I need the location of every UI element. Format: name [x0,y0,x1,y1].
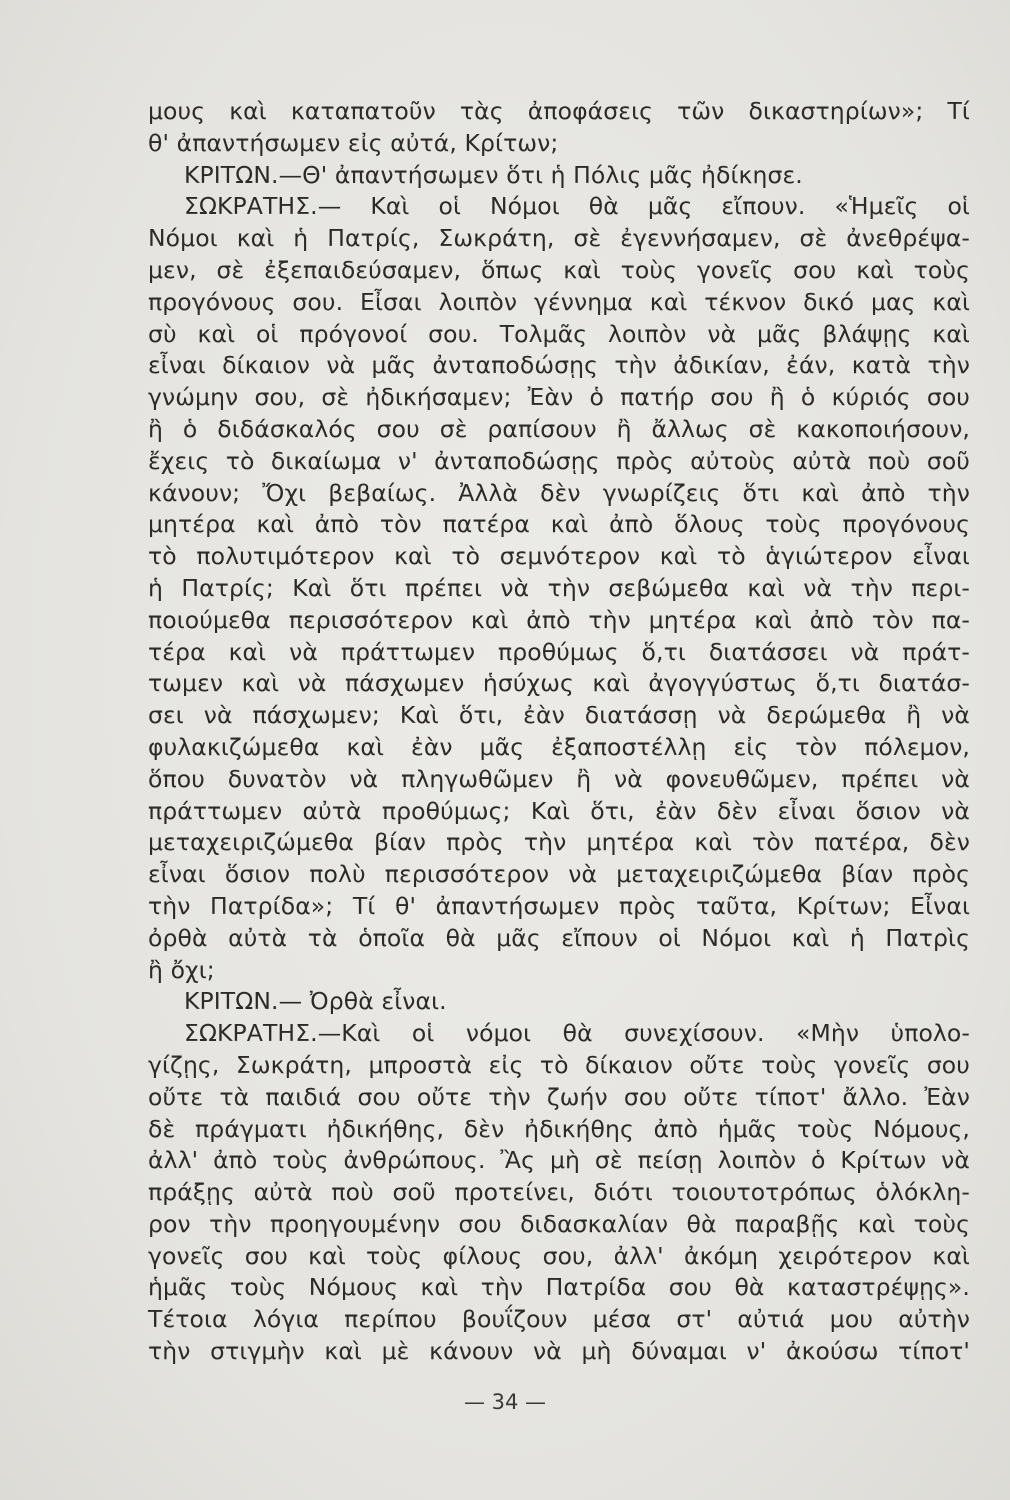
text-line: προγόνους σου. Εἶσαι λοιπὸν γέννημα καὶ τέκνον δικό μας καὶ [148,287,970,316]
text-line: δὲ πράγματι ἠδικήθης, δὲν ἠδικήθης ἀπὸ ἡμᾶς τοὺς Νόμους, [148,1114,970,1143]
text-line: τὸ πολυτιμότερον καὶ τὸ σεμνότερον καὶ τὸ ἁγιώτερον εἶναι [148,542,970,571]
text-line: οὔτε τὰ παιδιά σου οὔτε τὴν ζωήν σου οὔτε τίποτ' ἄλλο. Ἐὰν [148,1082,970,1111]
text-line: ἢ ὄχι; [148,955,215,984]
text-line: μεν, σὲ ἐξεπαιδεύσαμεν, ὅπως καὶ τοὺς γονεῖς σου καὶ τοὺς [148,255,970,284]
text-line: εἶναι ὅσιον πολὺ περισσότερον νὰ μεταχειριζώμεθα βίαν πρὸς [148,860,970,889]
text-line: πράξῃς αὐτὰ ποὺ σοῦ προτείνει, διότι τοιουτοτρόπως ὁλόκλη- [148,1178,970,1207]
text-line: ΚΡΙΤΩΝ.— Ὀρθὰ εἶναι. [184,987,447,1016]
text-line: τὴν στιγμὴν καὶ μὲ κάνουν νὰ μὴ δύναμαι ν' ἀκούσω τίποτ' [148,1337,970,1366]
text-line: Τέτοια λόγια περίπου βουΐζουν μέσα στ' αὐτιά μου αὐτὴν [148,1305,970,1334]
text-line: ΣΩΚΡΑΤΗΣ.—Καὶ οἱ νόμοι θὰ συνεχίσουν. «Μὴν ὑπολο- [184,1019,970,1048]
text-line: ἔχεις τὸ δικαίωμα ν' ἀνταποδώσῃς πρὸς αὐτοὺς αὐτὰ ποὺ σοῦ [148,446,970,475]
text-line: ὅπου δυνατὸν νὰ πληγωθῶμεν ἢ νὰ φονευθῶμεν, πρέπει νὰ [148,764,970,793]
text-line: ἡ Πατρίς; Καὶ ὅτι πρέπει νὰ τὴν σεβώμεθα καὶ νὰ τὴν περι- [148,573,970,602]
text-line: ΚΡΙΤΩΝ.—Θ' ἀπαντήσωμεν ὅτι ἡ Πόλις μᾶς ἠδίκησε. [184,160,803,189]
text-line: γονεῖς σου καὶ τοὺς φίλους σου, ἀλλ' ἀκόμη χειρότερον καὶ [148,1241,970,1270]
text-line: γνώμην σου, σὲ ἠδικήσαμεν; Ἐὰν ὁ πατήρ σου ἢ ὁ κύριός σου [148,383,970,412]
body-text [148,96,970,1368]
text-line: ΣΩΚΡΑΤΗΣ.— Καὶ οἱ Νόμοι θὰ μᾶς εἴπουν. «Ἡμεῖς οἱ [184,192,970,221]
text-line: τέρα καὶ νὰ πράττωμεν προθύμως ὅ,τι διατάσσει νὰ πράτ- [148,637,970,666]
text-line: μους καὶ καταπατοῦν τὰς ἀποφάσεις τῶν δικαστηρίων»; Τί [148,97,970,125]
text-line: σει νὰ πάσχωμεν; Καὶ ὅτι, ἐὰν διατάσσῃ νὰ δερώμεθα ἢ νὰ [148,701,970,730]
text-line: ἡμᾶς τοὺς Νόμους καὶ τὴν Πατρίδα σου θὰ καταστρέψῃς». [148,1273,970,1302]
text-line: σὺ καὶ οἱ πρόγονοί σου. Τολμᾶς λοιπὸν νὰ μᾶς βλάψῃς καὶ [148,319,970,348]
text-line: ἀλλ' ἀπὸ τοὺς ἀνθρώπους. Ἂς μὴ σὲ πείσῃ λοιπὸν ὁ Κρίτων νὰ [148,1146,970,1175]
text-line: Νόμοι καὶ ἡ Πατρίς, Σωκράτη, σὲ ἐγεννήσαμεν, σὲ ἀνεθρέψα- [148,224,970,253]
text-line: μεταχειριζώμεθα βίαν πρὸς τὴν μητέρα καὶ τὸν πατέρα, δὲν [148,828,970,857]
text-line: τὴν Πατρίδα»; Τί θ' ἀπαντήσωμεν πρὸς ταῦτα, Κρίτων; Εἶναι [148,891,970,920]
text-line: εἶναι δίκαιον νὰ μᾶς ἀνταποδώσῃς τὴν ἀδικίαν, ἐάν, κατὰ τὴν [148,351,970,380]
text-line: μητέρα καὶ ἀπὸ τὸν πατέρα καὶ ἀπὸ ὅλους τοὺς προγόνους [148,510,970,539]
text-line: κάνουν; Ὄχι βεβαίως. Ἀλλὰ δὲν γνωρίζεις ὅτι καὶ ἀπὸ τὴν [148,478,970,507]
text-line: φυλακιζώμεθα καὶ ἐὰν μᾶς ἐξαποστέλλῃ εἰς τὸν πόλεμον, [148,732,970,761]
text-line: ὀρθὰ αὐτὰ τὰ ὁποῖα θὰ μᾶς εἴπουν οἱ Νόμοι καὶ ἡ Πατρὶς [148,923,970,952]
text-line: ρον τὴν προηγουμένην σου διδασκαλίαν θὰ παραβῇς καὶ τοὺς [148,1209,970,1238]
text-line: τωμεν καὶ νὰ πάσχωμεν ἡσύχως καὶ ἀγογγύστως ὅ,τι διατάσ- [148,669,970,698]
text-line: ἢ ὁ διδάσκαλός σου σὲ ραπίσουν ἢ ἄλλως σὲ κακοποιήσουν, [148,414,970,443]
page-number: — 34 — [463,1390,547,1414]
text-line: πράττωμεν αὐτὰ προθύμως; Καὶ ὅτι, ἐὰν δὲν εἶναι ὅσιον νὰ [148,796,970,825]
text-line: θ' ἀπαντήσωμεν εἰς αὐτά, Κρίτων; [148,128,559,157]
text-line: γίζῃς, Σωκράτη, μπροστὰ εἰς τὸ δίκαιον οὔτε τοὺς γονεῖς σου [148,1050,970,1079]
text-line: ποιούμεθα περισσότερον καὶ ἀπὸ τὴν μητέρα καὶ ἀπὸ τὸν πα- [148,605,970,634]
